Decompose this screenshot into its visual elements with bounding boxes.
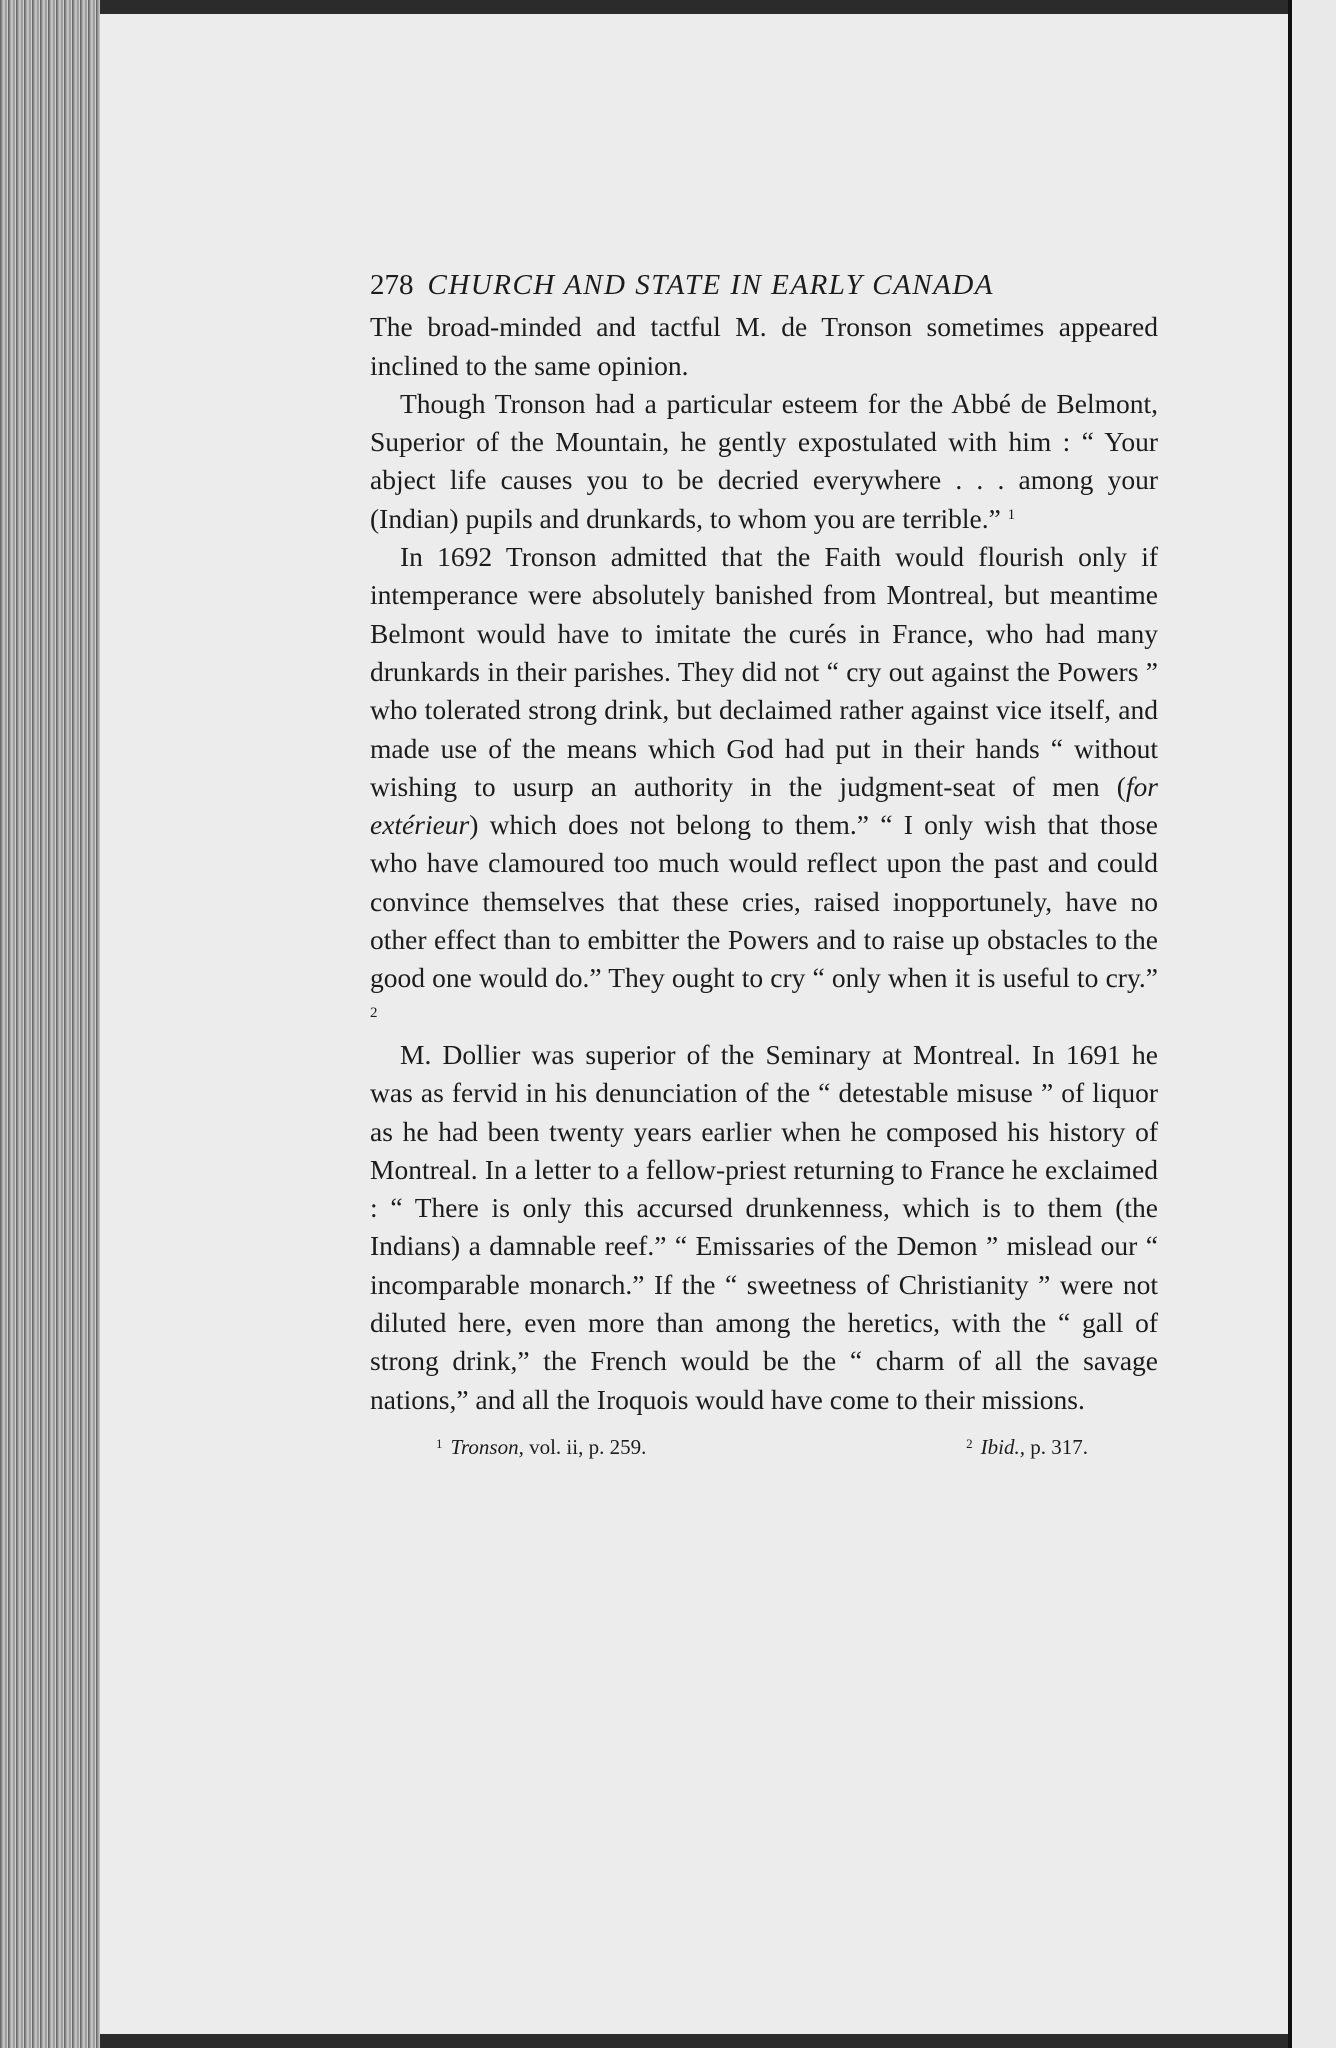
footnote-ref-2: 2: [370, 1004, 378, 1021]
next-page-edge: [1292, 0, 1336, 2048]
paragraph-text: ) which does not belong to them.” “ I only wish that those who have clamoured too much would reflect upon the past and could convince themselves that these cries, raised inopportunely, have no other effect than to embitter the Powers and to raise up obstacles to the good one would do.” They ought to cry “ only when it is useful to cry.”: [370, 809, 1158, 994]
paragraph-text: The broad-minded and tactful M. de Tronson sometimes appeared inclined to the same opinion.: [370, 311, 1158, 381]
page-number: 278: [370, 269, 414, 301]
footnote-1: [436, 1425, 646, 1466]
footnote-source: Tronson,: [450, 1434, 524, 1459]
footnote-detail: vol. ii, p. 259.: [529, 1434, 647, 1459]
paragraph-text: Though Tronson had a particular esteem for the Abbé de Belmont, Superior of the Mountain, he gently expostulated with him : “ Your abject life causes you to be decried everywhere . . . among your (Indian) pupils and drunkards, to whom you are terrible.”: [370, 387, 1158, 534]
page-edges: [0, 0, 100, 2048]
italic-phrase: for extérieur: [370, 770, 1158, 841]
paragraph-3: [370, 538, 1158, 1036]
footnote-detail: p. 317.: [1030, 1434, 1088, 1459]
running-head: [370, 266, 1158, 304]
text-block: [370, 266, 1158, 1466]
paragraph-text: M. Dollier was superior of the Seminary at Montreal. In 1691 he was as fervid in his denunciation of the “ detestable misuse ” of liquor as he had been twenty years earlier when he composed his history of Montreal. In a letter to a fellow-priest returning to France he exclaimed : “ There is only this accursed drunkenness, which is to them (the Indians) a damnable reef.” “ Emissaries of the Demon ” mislead our “ incomparable monarch.” If the “ sweetness of Christianity ” were not diluted here, even more than among the heretics, with the “ gall of strong drink,” the French would be the “ charm of all the savage nations,” and all the Iroquois would have come to their missions.: [370, 1038, 1158, 1415]
footnote-2: [966, 1425, 1088, 1466]
paragraph-text: In 1692 Tronson admitted that the Faith would flourish only if intemperance were absolutely banished from Montreal, but meantime Belmont would have to imitate the curés in France, who had many drunkards in their parishes. They did not “ cry out against the Powers ” who tolerated strong drink, but declaimed rather against vice itself, and made use of the means which God had put in their hands “ without wishing to usurp an authority in the judgment-seat of men (: [370, 541, 1158, 802]
footnotes: [370, 1425, 1158, 1466]
running-title: CHURCH AND STATE IN EARLY CANADA: [427, 269, 995, 301]
footnote-ref-1: 1: [1007, 506, 1016, 523]
footnote-mark: 1: [436, 1435, 443, 1451]
paragraph-2: [370, 385, 1158, 538]
footnote-source: Ibid.,: [980, 1434, 1025, 1459]
footnote-mark: 2: [966, 1435, 973, 1451]
paragraph-1: [370, 308, 1158, 385]
paragraph-4: [370, 1036, 1158, 1419]
